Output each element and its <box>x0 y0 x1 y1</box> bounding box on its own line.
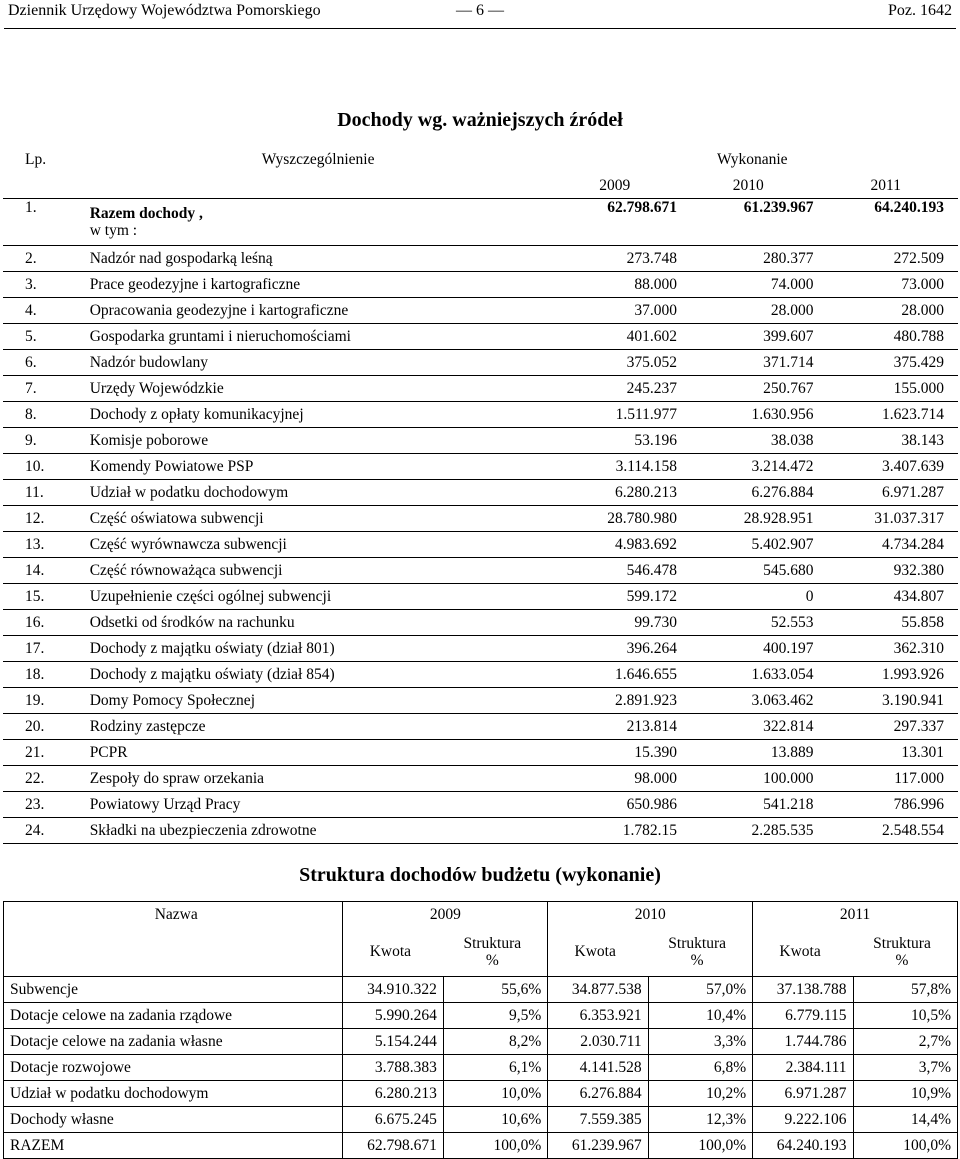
row-name-text: Gospodarka gruntami i nieruchomościami <box>89 327 351 345</box>
row-name <box>78 298 547 324</box>
position-number: Poz. 1642 <box>888 2 952 19</box>
value-2010: 61.239.967 <box>683 199 813 246</box>
table-row <box>3 298 958 324</box>
value-2009: 88.000 <box>547 272 683 298</box>
kwota-2010: 2.030.711 <box>548 1029 648 1055</box>
table-row <box>3 740 958 766</box>
year-2011-header: 2011 <box>753 902 958 929</box>
row-name <box>78 350 547 376</box>
value-2010: 280.377 <box>683 246 813 272</box>
table-header-row <box>3 146 958 173</box>
value-2011: 362.310 <box>814 636 959 662</box>
value-2009: 599.172 <box>547 584 683 610</box>
table-row <box>4 1107 958 1133</box>
year-2009-header: 2009 <box>547 173 683 199</box>
struktura-2009: 100,0% <box>443 1133 547 1159</box>
row-lp: 16. <box>3 610 78 636</box>
struktura-2009: 9,5% <box>443 1003 547 1029</box>
value-2009: 62.798.671 <box>547 199 683 246</box>
value-2010: 0 <box>683 584 813 610</box>
table-row <box>3 636 958 662</box>
row-name: Udział w podatku dochodowym <box>4 1081 343 1107</box>
row-name <box>78 506 547 532</box>
row-name: Dotacje celowe na zadania rządowe <box>4 1003 343 1029</box>
value-2009: 1.646.655 <box>547 662 683 688</box>
row-lp: 12. <box>3 506 78 532</box>
row-lp: 23. <box>3 792 78 818</box>
row-name <box>78 584 547 610</box>
row-name <box>78 818 547 844</box>
income-structure-title: Struktura dochodów budżetu (wykonanie) <box>299 864 661 886</box>
table-row <box>3 350 958 376</box>
row-name-text: Uzupełnienie części ogólnej subwencji <box>89 587 332 605</box>
table-row <box>4 1003 958 1029</box>
value-2011: 2.548.554 <box>814 818 959 844</box>
page-number: — 6 — <box>456 2 504 19</box>
value-2011: 375.429 <box>814 350 959 376</box>
kwota-2009: 34.910.322 <box>343 977 443 1003</box>
value-2009: 99.730 <box>547 610 683 636</box>
row-lp: 7. <box>3 376 78 402</box>
table-row <box>3 454 958 480</box>
table-row <box>3 376 958 402</box>
kwota-2010: 6.353.921 <box>548 1003 648 1029</box>
row-name: Dochody własne <box>4 1107 343 1133</box>
kwota-2011: 2.384.111 <box>753 1055 853 1081</box>
value-2009: 37.000 <box>547 298 683 324</box>
row-name <box>78 714 547 740</box>
value-2011: 55.858 <box>814 610 959 636</box>
income-structure-table <box>3 901 958 1159</box>
row-name <box>78 428 547 454</box>
journal-title: Dziennik Urzędowy Województwa Pomorskiego <box>8 2 321 19</box>
struktura-2011: 10,9% <box>853 1081 957 1107</box>
row-name-text: Składki na ubezpieczenia zdrowotne <box>89 821 317 839</box>
value-2009: 4.983.692 <box>547 532 683 558</box>
value-2009: 546.478 <box>547 558 683 584</box>
row-lp: 10. <box>3 454 78 480</box>
struktura-2010: 10,4% <box>648 1003 752 1029</box>
value-2011: 1.993.926 <box>814 662 959 688</box>
row-lp: 13. <box>3 532 78 558</box>
row-name-text: Powiatowy Urząd Pracy <box>89 795 241 813</box>
row-name-text: Zespoły do spraw orzekania <box>89 769 265 787</box>
kwota-2011: 6.779.115 <box>753 1003 853 1029</box>
table-row <box>3 792 958 818</box>
value-2010: 3.063.462 <box>683 688 813 714</box>
kwota-2009-header: Kwota <box>343 928 443 977</box>
struktura-2011: 10,5% <box>853 1003 957 1029</box>
value-2010: 322.814 <box>683 714 813 740</box>
value-2010: 100.000 <box>683 766 813 792</box>
table-row <box>3 272 958 298</box>
year-2009-header: 2009 <box>343 902 548 929</box>
row-name <box>78 636 547 662</box>
value-2011: 155.000 <box>814 376 959 402</box>
table-row <box>4 1081 958 1107</box>
row-name-text: PCPR <box>89 743 128 761</box>
value-2011: 480.788 <box>814 324 959 350</box>
income-sources-table <box>3 146 958 844</box>
row-name <box>78 480 547 506</box>
value-2011: 4.734.284 <box>814 532 959 558</box>
value-2010: 5.402.907 <box>683 532 813 558</box>
value-2009: 245.237 <box>547 376 683 402</box>
table-row <box>3 506 958 532</box>
row-name-text: Część oświatowa subwencji <box>89 509 264 527</box>
row-name <box>78 688 547 714</box>
row-name <box>78 610 547 636</box>
kwota-2010: 4.141.528 <box>548 1055 648 1081</box>
row-name <box>78 272 547 298</box>
row-name-text: Dochody z opłaty komunikacyjnej <box>89 405 304 423</box>
table-row <box>4 977 958 1003</box>
row-name <box>78 376 547 402</box>
value-2011: 28.000 <box>814 298 959 324</box>
row-name-text: Prace geodezyjne i kartograficzne <box>89 275 301 293</box>
value-2009: 3.114.158 <box>547 454 683 480</box>
row-lp: 17. <box>3 636 78 662</box>
value-2010: 13.889 <box>683 740 813 766</box>
value-2011: 932.380 <box>814 558 959 584</box>
row-lp: 19. <box>3 688 78 714</box>
table-row <box>4 1133 958 1159</box>
table-row <box>3 688 958 714</box>
value-2009: 650.986 <box>547 792 683 818</box>
row-name <box>78 454 547 480</box>
struktura-2011: 14,4% <box>853 1107 957 1133</box>
value-2009: 28.780.980 <box>547 506 683 532</box>
row-lp: 9. <box>3 428 78 454</box>
kwota-2009: 5.990.264 <box>343 1003 443 1029</box>
table-year-row <box>3 173 958 199</box>
row-lp: 18. <box>3 662 78 688</box>
row-name <box>78 792 547 818</box>
kwota-2009: 6.280.213 <box>343 1081 443 1107</box>
value-2011: 13.301 <box>814 740 959 766</box>
struktura-2009: 8,2% <box>443 1029 547 1055</box>
table-header-row <box>4 902 958 929</box>
struktura-2010: 12,3% <box>648 1107 752 1133</box>
col-nazwa-header: Nazwa <box>4 902 343 929</box>
row-lp: 2. <box>3 246 78 272</box>
value-2010: 399.607 <box>683 324 813 350</box>
row-lp: 1. <box>3 199 78 246</box>
kwota-2011: 1.744.786 <box>753 1029 853 1055</box>
kwota-2009: 62.798.671 <box>343 1133 443 1159</box>
row-lp: 14. <box>3 558 78 584</box>
table-row <box>3 584 958 610</box>
value-2010: 541.218 <box>683 792 813 818</box>
value-2010: 250.767 <box>683 376 813 402</box>
row-lp: 8. <box>3 402 78 428</box>
row-lp: 15. <box>3 584 78 610</box>
table-row <box>3 246 958 272</box>
kwota-2010-header: Kwota <box>548 928 648 977</box>
row-lp: 21. <box>3 740 78 766</box>
row-name-text: Rodziny zastępcze <box>89 717 206 735</box>
value-2011: 3.407.639 <box>814 454 959 480</box>
row-name <box>78 324 547 350</box>
value-2011: 297.337 <box>814 714 959 740</box>
value-2009: 1.782.15 <box>547 818 683 844</box>
value-2009: 2.891.923 <box>547 688 683 714</box>
row-lp: 3. <box>3 272 78 298</box>
row-name-text: Udział w podatku dochodowym <box>89 483 289 501</box>
table-row <box>3 532 958 558</box>
row-subtitle: w tym : <box>89 222 138 239</box>
row-name <box>78 199 547 246</box>
row-name-text: Dochody z majątku oświaty (dział 801) <box>89 639 335 657</box>
kwota-2011: 37.138.788 <box>753 977 853 1003</box>
row-name-text: Komendy Powiatowe PSP <box>89 457 254 475</box>
year-2010-header: 2010 <box>548 902 753 929</box>
kwota-2009: 6.675.245 <box>343 1107 443 1133</box>
row-name <box>78 740 547 766</box>
row-name-text: Odsetki od środków na rachunku <box>89 613 295 631</box>
value-2011: 38.143 <box>814 428 959 454</box>
struktura-2009: 10,6% <box>443 1107 547 1133</box>
value-2009: 6.280.213 <box>547 480 683 506</box>
value-2010: 28.000 <box>683 298 813 324</box>
value-2010: 28.928.951 <box>683 506 813 532</box>
table-row <box>3 558 958 584</box>
table-row <box>4 1055 958 1081</box>
row-lp: 22. <box>3 766 78 792</box>
table-subheader-row <box>4 928 958 977</box>
header-rule <box>4 28 956 29</box>
struktura-2010: 3,3% <box>648 1029 752 1055</box>
value-2009: 98.000 <box>547 766 683 792</box>
value-2011: 64.240.193 <box>814 199 959 246</box>
col-wykonanie-header: Wykonanie <box>717 150 788 168</box>
col-lp-header: Lp. <box>25 150 47 168</box>
kwota-2011: 6.971.287 <box>753 1081 853 1107</box>
value-2010: 38.038 <box>683 428 813 454</box>
value-2010: 3.214.472 <box>683 454 813 480</box>
row-lp: 4. <box>3 298 78 324</box>
row-name-text: Nadzór budowlany <box>89 353 209 371</box>
row-name-text: Dochody z majątku oświaty (dział 854) <box>89 665 335 683</box>
row-lp: 11. <box>3 480 78 506</box>
value-2009: 15.390 <box>547 740 683 766</box>
kwota-2011: 9.222.106 <box>753 1107 853 1133</box>
value-2011: 786.996 <box>814 792 959 818</box>
row-name <box>78 402 547 428</box>
value-2011: 73.000 <box>814 272 959 298</box>
value-2009: 401.602 <box>547 324 683 350</box>
table-row <box>3 818 958 844</box>
page-header <box>0 0 960 30</box>
value-2010: 74.000 <box>683 272 813 298</box>
row-name-text: Część równoważąca subwencji <box>89 561 283 579</box>
value-2010: 52.553 <box>683 610 813 636</box>
kwota-2009: 3.788.383 <box>343 1055 443 1081</box>
struktura-2010: 100,0% <box>648 1133 752 1159</box>
struktura-2010: 6,8% <box>648 1055 752 1081</box>
kwota-2010: 6.276.884 <box>548 1081 648 1107</box>
table-row <box>3 402 958 428</box>
value-2011: 6.971.287 <box>814 480 959 506</box>
value-2009: 53.196 <box>547 428 683 454</box>
table-row <box>3 662 958 688</box>
row-name-text: Nadzór nad gospodarką leśną <box>89 249 273 267</box>
struktura-2011: 57,8% <box>853 977 957 1003</box>
struktura-2010-header: Struktura % <box>648 928 752 977</box>
struktura-2009: 10,0% <box>443 1081 547 1107</box>
struktura-2009: 55,6% <box>443 977 547 1003</box>
value-2010: 6.276.884 <box>683 480 813 506</box>
value-2010: 2.285.535 <box>683 818 813 844</box>
struktura-2010: 57,0% <box>648 977 752 1003</box>
row-lp: 6. <box>3 350 78 376</box>
kwota-2011-header: Kwota <box>753 928 853 977</box>
value-2011: 3.190.941 <box>814 688 959 714</box>
struktura-2009: 6,1% <box>443 1055 547 1081</box>
row-name <box>78 766 547 792</box>
row-name-text: Komisje poborowe <box>89 431 209 449</box>
row-name-text: Opracowania geodezyjne i kartograficzne <box>89 301 349 319</box>
struktura-2011-header: Struktura % <box>853 928 957 977</box>
col-name-header: Wyszczególnienie <box>261 150 375 168</box>
kwota-2010: 34.877.538 <box>548 977 648 1003</box>
value-2011: 31.037.317 <box>814 506 959 532</box>
row-name <box>78 558 547 584</box>
row-name-text: Razem dochody , <box>89 204 203 222</box>
value-2011: 272.509 <box>814 246 959 272</box>
row-name: RAZEM <box>4 1133 343 1159</box>
income-sources-title: Dochody wg. ważniejszych źródeł <box>337 109 623 131</box>
row-lp: 20. <box>3 714 78 740</box>
struktura-2011: 2,7% <box>853 1029 957 1055</box>
row-lp: 24. <box>3 818 78 844</box>
value-2010: 400.197 <box>683 636 813 662</box>
table-row <box>3 610 958 636</box>
kwota-2011: 64.240.193 <box>753 1133 853 1159</box>
year-2010-header: 2010 <box>683 173 813 199</box>
value-2010: 1.630.956 <box>683 402 813 428</box>
row-name <box>78 246 547 272</box>
row-name <box>78 532 547 558</box>
value-2009: 1.511.977 <box>547 402 683 428</box>
struktura-2009-header: Struktura % <box>443 928 547 977</box>
table-row <box>3 714 958 740</box>
row-name <box>78 662 547 688</box>
kwota-2009: 5.154.244 <box>343 1029 443 1055</box>
struktura-2011: 3,7% <box>853 1055 957 1081</box>
value-2010: 371.714 <box>683 350 813 376</box>
kwota-2010: 7.559.385 <box>548 1107 648 1133</box>
row-name-text: Część wyrównawcza subwencji <box>89 535 287 553</box>
year-2011-header: 2011 <box>814 173 959 199</box>
table-row <box>3 766 958 792</box>
value-2010: 545.680 <box>683 558 813 584</box>
row-name: Dotacje celowe na zadania własne <box>4 1029 343 1055</box>
table-row <box>3 324 958 350</box>
struktura-2011: 100,0% <box>853 1133 957 1159</box>
value-2011: 434.807 <box>814 584 959 610</box>
table-row <box>3 428 958 454</box>
value-2009: 375.052 <box>547 350 683 376</box>
kwota-2010: 61.239.967 <box>548 1133 648 1159</box>
table-row <box>4 1029 958 1055</box>
row-name: Subwencje <box>4 977 343 1003</box>
value-2009: 273.748 <box>547 246 683 272</box>
value-2010: 1.633.054 <box>683 662 813 688</box>
row-name-text: Urzędy Wojewódzkie <box>89 379 224 397</box>
row-lp: 5. <box>3 324 78 350</box>
value-2011: 117.000 <box>814 766 959 792</box>
value-2009: 396.264 <box>547 636 683 662</box>
table-row <box>3 480 958 506</box>
table-row <box>3 199 958 246</box>
value-2011: 1.623.714 <box>814 402 959 428</box>
struktura-2010: 10,2% <box>648 1081 752 1107</box>
value-2009: 213.814 <box>547 714 683 740</box>
row-name-text: Domy Pomocy Społecznej <box>89 691 255 709</box>
row-name: Dotacje rozwojowe <box>4 1055 343 1081</box>
